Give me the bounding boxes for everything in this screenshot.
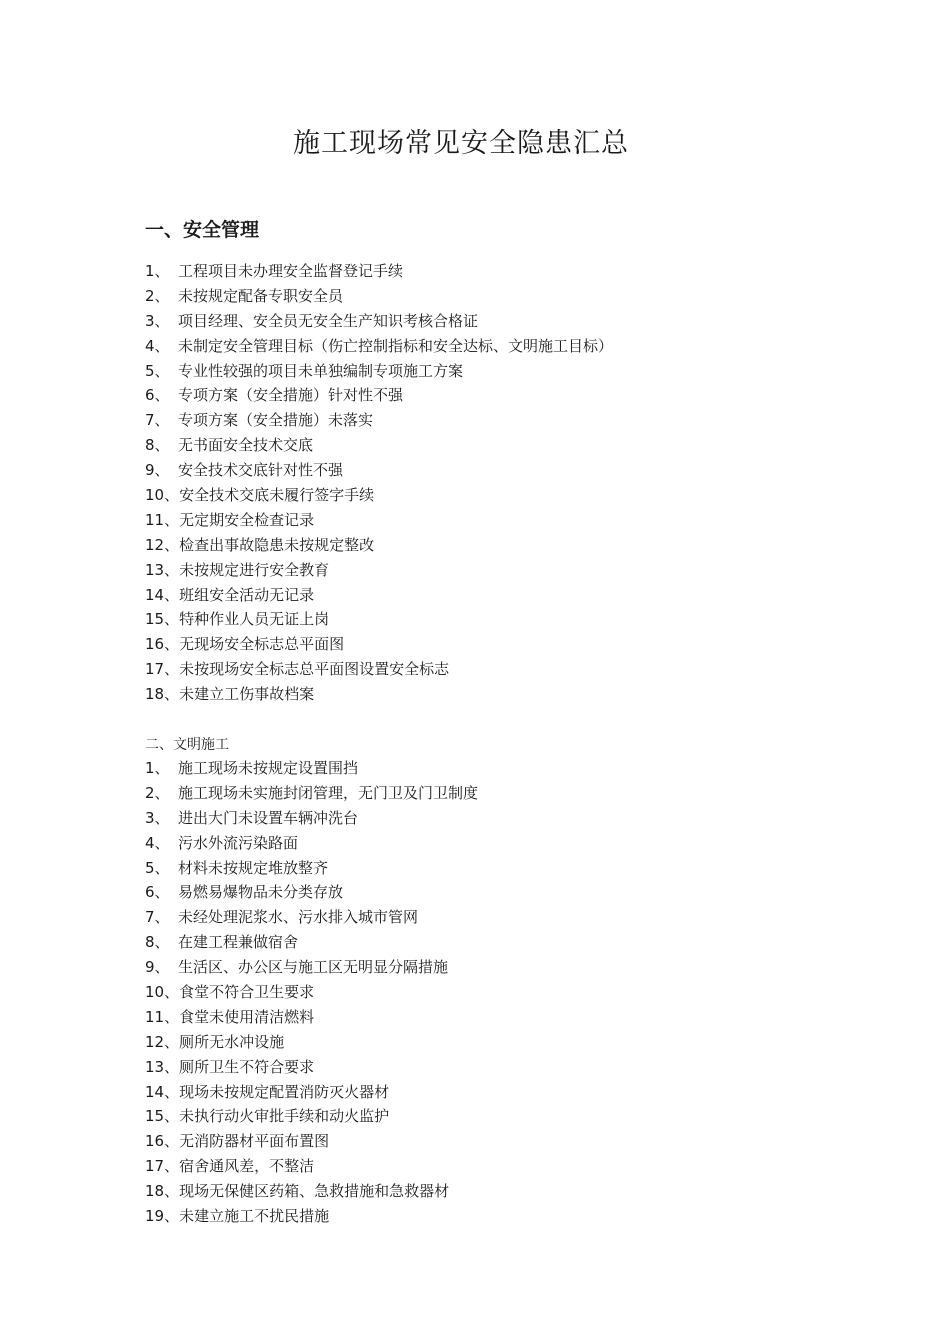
list-item-text: 宿舍通风差，不整洁 xyxy=(179,1157,315,1176)
list-item-number: 8、 xyxy=(145,436,170,455)
list-item xyxy=(145,1080,478,1105)
list-item xyxy=(145,607,613,632)
list-item-text: 无现场安全标志总平面图 xyxy=(179,635,345,654)
list-item-text: 无消防器材平面布置图 xyxy=(179,1132,330,1151)
list-item xyxy=(145,1129,478,1154)
list-item-number: 2、 xyxy=(145,286,170,305)
list-item-text: 未执行动火审批手续和动火监护 xyxy=(179,1107,390,1126)
list-item xyxy=(145,856,478,881)
list-item-text: 专业性较强的项目未单独编制专项施工方案 xyxy=(178,361,464,380)
list-item xyxy=(145,558,613,583)
list-item-number: 18、 xyxy=(145,685,180,704)
list-item-number: 7、 xyxy=(145,908,170,927)
list-item-text: 食堂不符合卫生要求 xyxy=(179,983,315,1002)
list-item xyxy=(145,508,613,533)
list-item xyxy=(145,1204,478,1229)
list-item-number: 9、 xyxy=(145,461,170,480)
list-item-number: 17、 xyxy=(145,660,180,679)
list-item-number: 1、 xyxy=(145,759,170,777)
list-item xyxy=(145,930,478,955)
list-item-text: 生活区、办公区与施工区无明显分隔措施 xyxy=(178,958,449,977)
civilized-construction-list xyxy=(145,756,478,1229)
list-item xyxy=(145,682,613,707)
list-item-text: 食堂未使用清洁燃料 xyxy=(179,1007,315,1026)
list-item xyxy=(145,955,478,980)
list-item-number: 14、 xyxy=(145,1082,180,1101)
list-item-text: 施工现场未按规定设置围挡 xyxy=(178,759,359,777)
list-item-text: 无定期安全检查记录 xyxy=(179,510,315,529)
list-item xyxy=(145,408,613,433)
list-item xyxy=(145,1005,478,1030)
list-item-text: 专项方案（安全措施）针对性不强 xyxy=(178,386,404,405)
list-item-number: 12、 xyxy=(145,1032,180,1051)
list-item xyxy=(145,980,478,1005)
list-item xyxy=(145,359,613,384)
list-item-text: 易燃易爆物品未分类存放 xyxy=(178,883,344,902)
list-item-text: 进出大门未设置车辆冲洗台 xyxy=(178,808,359,827)
list-item xyxy=(145,632,613,657)
list-item-number: 11、 xyxy=(145,510,180,529)
list-item-number: 15、 xyxy=(145,610,180,629)
list-item-number: 9、 xyxy=(145,958,170,977)
list-item xyxy=(145,1179,478,1204)
list-item-number: 16、 xyxy=(145,1132,180,1151)
safety-management-list xyxy=(145,259,613,707)
list-item-number: 8、 xyxy=(145,933,170,952)
list-item-number: 18、 xyxy=(145,1182,180,1201)
list-item xyxy=(145,583,613,608)
list-item-number: 5、 xyxy=(145,361,170,380)
section-heading-civilized-construction: 二、文明施工 xyxy=(145,737,229,753)
list-item-text: 现场无保健区药箱、急救措施和急救器材 xyxy=(179,1182,450,1201)
list-item-number: 12、 xyxy=(145,535,180,554)
list-item-number: 10、 xyxy=(145,983,180,1002)
list-item-text: 无书面安全技术交底 xyxy=(178,436,314,455)
list-item-text: 安全技术交底未履行签字手续 xyxy=(179,486,375,505)
list-item-text: 现场未按规定配置消防灭火器材 xyxy=(179,1082,390,1101)
list-item xyxy=(145,1030,478,1055)
list-item xyxy=(145,259,613,284)
list-item-number: 3、 xyxy=(145,808,170,827)
list-item-number: 13、 xyxy=(145,560,180,579)
list-item-number: 6、 xyxy=(145,386,170,405)
list-item-number: 10、 xyxy=(145,486,180,505)
list-item-number: 17、 xyxy=(145,1157,180,1176)
list-item-number: 1、 xyxy=(145,262,170,280)
list-item xyxy=(145,1154,478,1179)
list-item-text: 厕所卫生不符合要求 xyxy=(179,1057,315,1076)
list-item xyxy=(145,383,613,408)
list-item-text: 安全技术交底针对性不强 xyxy=(178,461,344,480)
list-item xyxy=(145,781,478,806)
list-item-text: 未按规定进行安全教育 xyxy=(179,560,330,579)
list-item-text: 工程项目未办理安全监督登记手续 xyxy=(178,262,404,280)
list-item xyxy=(145,806,478,831)
list-item xyxy=(145,483,613,508)
page-title: 施工现场常见安全隐患汇总 xyxy=(293,128,629,159)
list-item-number: 14、 xyxy=(145,585,180,604)
list-item-number: 7、 xyxy=(145,411,170,430)
list-item-text: 污水外流污染路面 xyxy=(178,833,299,852)
list-item xyxy=(145,309,613,334)
list-item xyxy=(145,533,613,558)
list-item xyxy=(145,1055,478,1080)
list-item xyxy=(145,284,613,309)
list-item-text: 材料未按规定堆放整齐 xyxy=(178,858,329,877)
list-item xyxy=(145,880,478,905)
list-item-text: 未按现场安全标志总平面图设置安全标志 xyxy=(179,660,450,679)
list-item-text: 厕所无水冲设施 xyxy=(179,1032,285,1051)
list-item-text: 施工现场未实施封闭管理，无门卫及门卫制度 xyxy=(178,783,479,802)
list-item-text: 未建立工伤事故档案 xyxy=(179,685,315,704)
list-item-number: 2、 xyxy=(145,783,170,802)
list-item-text: 未制定安全管理目标（伤亡控制指标和安全达标、文明施工目标） xyxy=(178,336,614,355)
list-item-number: 4、 xyxy=(145,336,170,355)
list-item-number: 13、 xyxy=(145,1057,180,1076)
list-item-text: 在建工程兼做宿舍 xyxy=(178,933,299,952)
list-item-text: 未按规定配备专职安全员 xyxy=(178,286,344,305)
list-item-number: 6、 xyxy=(145,883,170,902)
list-item-number: 3、 xyxy=(145,311,170,330)
list-item-number: 4、 xyxy=(145,833,170,852)
list-item-text: 专项方案（安全措施）未落实 xyxy=(178,411,374,430)
list-item-text: 未建立施工不扰民措施 xyxy=(179,1207,330,1226)
list-item-number: 11、 xyxy=(145,1007,180,1026)
list-item-number: 19、 xyxy=(145,1207,180,1226)
list-item-text: 未经处理泥浆水、污水排入城市管网 xyxy=(178,908,419,927)
list-item xyxy=(145,433,613,458)
list-item-text: 特种作业人员无证上岗 xyxy=(179,610,330,629)
list-item-text: 检查出事故隐患未按规定整改 xyxy=(179,535,375,554)
list-item xyxy=(145,905,478,930)
section-heading-safety-management: 一、安全管理 xyxy=(145,219,260,241)
list-item xyxy=(145,458,613,483)
list-item-text: 项目经理、安全员无安全生产知识考核合格证 xyxy=(178,311,479,330)
list-item xyxy=(145,1104,478,1129)
list-item xyxy=(145,756,478,781)
list-item xyxy=(145,334,613,359)
list-item-number: 15、 xyxy=(145,1107,180,1126)
list-item-number: 5、 xyxy=(145,858,170,877)
list-item xyxy=(145,831,478,856)
list-item xyxy=(145,657,613,682)
list-item-text: 班组安全活动无记录 xyxy=(179,585,315,604)
list-item-number: 16、 xyxy=(145,635,180,654)
